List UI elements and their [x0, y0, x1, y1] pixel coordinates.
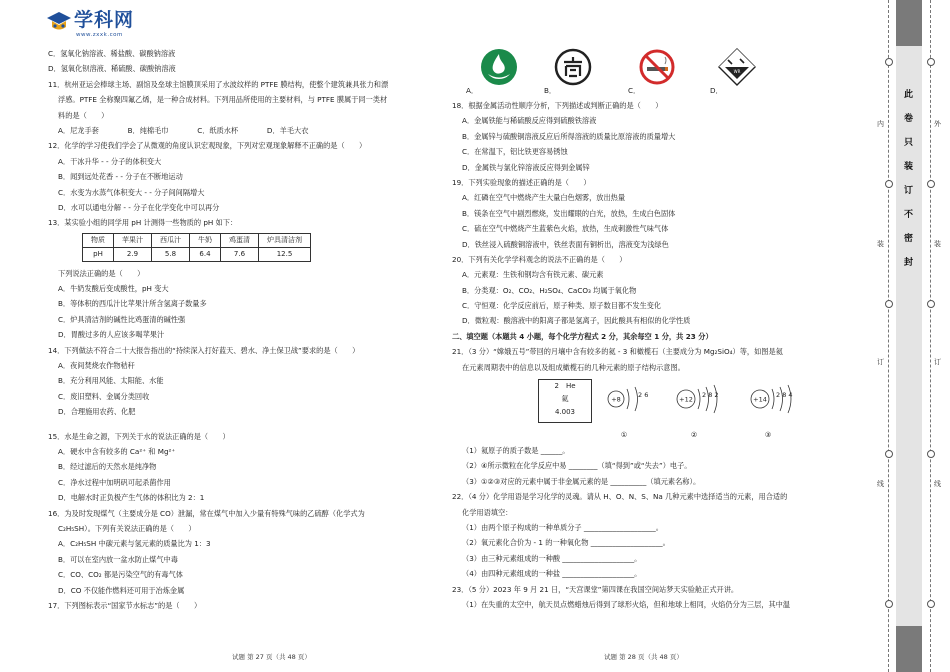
option: B．分类观：O₂、CO₂、H₂SO₄、CaCO₃ 均属于氧化物 — [462, 285, 637, 295]
option: D．金属铁与氯化锌溶液反应得到金属锌 — [462, 162, 590, 172]
question-15: 15．水是生命之源，下列关于水的说法正确的是（ ） — [48, 431, 230, 441]
he-name: 氦 — [561, 395, 569, 404]
inner-mark: 内 — [877, 120, 884, 128]
seal-char: 卷 — [904, 114, 914, 124]
option: D．铁丝浸入硫酸铜溶液中，铁丝表面有铜析出，溶液变为浅绿色 — [462, 239, 669, 249]
helium-element-cell — [538, 379, 592, 423]
spacer — [48, 420, 440, 429]
option: B．可以在室内放一盆水防止煤气中毒 — [58, 554, 178, 564]
outer-mark: 外 — [934, 120, 941, 128]
seal-char: 订 — [904, 186, 914, 196]
table-cell: 西瓜汁 — [152, 233, 190, 247]
seal-char: 封 — [904, 258, 914, 268]
seal-char: 密 — [904, 234, 914, 244]
option: B．镁条在空气中剧烈燃烧，发出耀眼的白光，放热，生成白色固体 — [462, 208, 676, 218]
binding-hole — [885, 600, 893, 608]
seal-strip-bottom — [896, 626, 922, 672]
options-line: A．尼龙手套 B．纯棉毛巾 C．纸质水杯 D．羊毛大衣 — [58, 125, 309, 135]
question-14: 14．下列做法不符合二十大报告指出的“持续深入打好蓝天、碧水、净土保卫战”要求的是（ ） — [48, 345, 360, 355]
text-line: （1）由两个原子构成的一种单质分子 ____________________。 — [462, 522, 663, 532]
table-cell: 2.9 — [114, 247, 152, 261]
option: B．等体积的西瓜汁比苹果汁所含氢离子数量多 — [58, 299, 207, 309]
ph-table — [82, 233, 311, 262]
option: D．胃酸过多的人应该多喝苹果汁 — [58, 330, 165, 340]
atom-1-shells: 2 6 — [638, 391, 649, 400]
text-line: （2）④所示微粒在化学反应中易 ________（填“得到”或“失去”）电子。 — [462, 461, 692, 471]
text-line: 下列说法正确的是（ ） — [58, 268, 145, 278]
atom-2-shells: 2 8 2 — [702, 391, 719, 400]
binding-hole — [885, 58, 893, 66]
option: C．废旧塑料、金属分类回收 — [58, 391, 150, 401]
he-number-symbol: 2 He — [554, 382, 576, 391]
binding-outer-line — [930, 0, 931, 672]
option: A．金属铁能与稀硫酸反应得到硫酸铁溶液 — [462, 116, 597, 126]
text-line: D．氢氧化钡溶液、稀硫酸、碳酸钠溶液 — [48, 64, 176, 74]
table-cell: pH — [83, 247, 114, 261]
logo — [46, 9, 156, 39]
page-footer-left: 试题 第 27 页（共 48 页） — [232, 653, 311, 661]
option: C．守恒观：化学反应前后，原子种类、原子数目都不发生变化 — [462, 301, 662, 311]
section-title: 二、填空题（本题共 4 小题，每个化学方程式 2 分，其余每空 1 分，共 23 分） — [452, 331, 713, 341]
seal-char: 此 — [904, 90, 914, 100]
outer-mark: 线 — [934, 480, 941, 488]
atom-structure-diagrams — [602, 377, 832, 443]
atom-1-label: ① — [620, 431, 628, 440]
logo-url: www.zxxk.com — [76, 32, 123, 38]
no-smoking-sign-icon — [638, 48, 676, 86]
atom-2-label: ② — [690, 431, 698, 440]
text-line: （4）由四种元素组成的一种盐 ____________________。 — [462, 569, 642, 579]
question-13: 13．某实验小组的同学用 pH 计测得一些物质的 pH 如下： — [48, 218, 238, 228]
option: C．水变为水蒸气体积变大 - - 分子间间隔增大 — [58, 187, 205, 197]
binding-hole — [927, 300, 935, 308]
text-line: （1）在失重的太空中，航天员点燃蜡烛后得到了球形火焰，但和地球上相同，火焰仍分为三层，其中温 — [462, 599, 791, 609]
inner-mark: 线 — [877, 480, 884, 488]
binding-hole — [927, 58, 935, 66]
option: C．硫在空气中燃烧产生蓝紫色火焰，放热，生成刺激性气味气体 — [462, 224, 669, 234]
option: B．金属锌与硫酸铜溶液反应后所得溶液的质量比原溶液的质量增大 — [462, 131, 676, 141]
inner-mark: 订 — [877, 358, 884, 366]
question-12: 12．化学的学习使我们学会了从微观的角度认识宏观现象，下列对宏观现象解释不正确的是（ ） — [48, 141, 367, 151]
option: A．C₂H₅SH 中碳元素与氢元素的质量比为 1：3 — [58, 539, 211, 549]
option: A．红磷在空气中燃烧产生大量白色烟雾，放出热量 — [462, 193, 626, 203]
seal-char: 装 — [904, 162, 914, 172]
seal-strip-top — [896, 0, 922, 46]
option: D．CO 不仅能作燃料还可用于冶炼金属 — [58, 585, 185, 595]
table-cell: 6.4 — [190, 247, 221, 261]
table-cell: 7.6 — [221, 247, 259, 261]
text-line: 在元素周期表中的信息以及组成橄榄石的几种元素的原子结构示意图。 — [462, 362, 685, 372]
seal-char: 只 — [904, 138, 914, 148]
atom-1-nucleus: +8 — [611, 395, 621, 404]
binding-hole — [927, 450, 935, 458]
question-19: 19．下列实验现象的描述正确的是（ ） — [452, 177, 591, 187]
sign-label-a: A． — [466, 86, 479, 95]
outer-mark: 订 — [934, 358, 941, 366]
question-23: 23．（5 分）2023 年 9 月 21 日，“天宫课堂”第四课在我国空间站梦天实验舱正式开讲。 — [452, 584, 739, 594]
inner-mark: 装 — [877, 240, 884, 248]
binding-hole — [885, 180, 893, 188]
binding-hole — [885, 450, 893, 458]
table-cell: 炉具清洁剂 — [259, 233, 311, 247]
right-column — [452, 46, 866, 612]
binding-hole — [927, 180, 935, 188]
option: A．干冰升华 - - 分子的体积变大 — [58, 156, 162, 166]
table-row — [83, 247, 311, 261]
text-line: （3）①②③对应的元素中属于非金属元素的是 __________（填元素名称）。 — [462, 476, 701, 486]
sign-label-d: D． — [710, 86, 723, 95]
binding-hole — [927, 600, 935, 608]
seal-char: 不 — [904, 210, 914, 220]
atom-3 — [751, 385, 793, 439]
atom-1 — [608, 387, 648, 439]
table-header-row — [83, 233, 311, 247]
question-11: 11．杭州亚运会棒球主场、副馆及垒球主馆膜顶采用了水波纹样的 PTFE 膜结构，使整个建筑兼具张力和漂 — [48, 79, 389, 89]
table-cell: 鸡蛋清 — [221, 233, 259, 247]
table-cell: 牛奶 — [190, 233, 221, 247]
atom-3-shells: 2 8 4 — [776, 391, 793, 400]
question-20: 20．下列有关化学学科观念的说法不正确的是（ ） — [452, 254, 627, 264]
option: B．经过滤后的天然水是纯净物 — [58, 462, 157, 472]
text-line: 浮感。PTFE 全称聚四氟乙烯，是一种合成材料。下列用品所使用的主要材料，与 PTFE 膜属于同一类材 — [58, 95, 388, 105]
table-cell: 苹果汁 — [114, 233, 152, 247]
option: B．充分利用风能、太阳能、水能 — [58, 376, 164, 386]
text-line: C．氢氧化钠溶液、稀盐酸、碳酸钠溶液 — [48, 49, 176, 58]
option: C．净水过程中加明矾可起杀菌作用 — [58, 477, 171, 487]
question-22: 22．（4 分）化学用语是学习化学的灵魂。请从 H、O、N、S、Na 几种元素中选择适当的元素，用合适的 — [452, 492, 788, 502]
table-cell: 12.5 — [259, 247, 311, 261]
table-cell: 物质 — [83, 233, 114, 247]
china-sign-icon — [554, 48, 592, 86]
outer-mark: 装 — [934, 240, 941, 248]
option: A．硬水中含有较多的 Ca²⁺ 和 Mg²⁺ — [58, 446, 176, 456]
option: B．闻到远处花香 - - 分子在不断地运动 — [58, 172, 183, 182]
option: D．微粒观：酸溶液中的阳离子都是氢离子，因此酸具有相似的化学性质 — [462, 316, 691, 326]
atom-diagrams — [452, 375, 866, 443]
option: D．电解水时正负极产生气体的体积比为 2：1 — [58, 493, 205, 503]
logo-brand: 学科网 — [74, 9, 135, 31]
atom-3-nucleus: +14 — [753, 395, 767, 404]
sign-options — [452, 46, 866, 98]
option: A．牛奶发酸后变成酸性，pH 变大 — [58, 284, 169, 294]
option: D．水可以通电分解 - - 分子在化学变化中可以再分 — [58, 202, 220, 212]
option: A．夜间焚烧农作物秸秆 — [58, 361, 135, 371]
question-18: 18．根据金属活动性顺序分析，下列描述或判断正确的是（ ） — [452, 101, 663, 110]
option: D．合理施用农药、化肥 — [58, 407, 136, 417]
text-line: （2）氧元素化合价为 - 1 的一种氧化物 ____________________。 — [462, 538, 670, 548]
text-line: 化学用语填空： — [462, 507, 513, 517]
atom-2 — [677, 385, 719, 439]
text-line: C₂H₅SH）。下列有关说法正确的是（ ） — [58, 523, 196, 533]
text-line: （3）由三种元素组成的一种酸 ____________________。 — [462, 553, 642, 563]
binding-inner-line — [888, 0, 889, 672]
text-line: 料的是（ ） — [58, 110, 109, 120]
option: C．在常温下，铝比铁更容易锈蚀 — [462, 147, 568, 157]
question-21: 21．（3 分）“嫦娥五号”带回的月壤中含有较多的氦 - 3 和橄榄石（主要成分为 Mg₂SiO₄）等，如图是氦 — [452, 347, 783, 357]
atom-3-label: ③ — [764, 431, 772, 440]
sign-label-b: B． — [544, 86, 557, 95]
text-line: （1）氦原子的质子数是 ______。 — [462, 446, 570, 456]
option: C．CO、CO₂ 都是污染空气的有毒气体 — [58, 570, 183, 580]
water-saving-sign-icon — [480, 48, 518, 86]
question-16: 16．为及时发现煤气（主要成分是 CO）泄漏，常在煤气中加入少量有特殊气味的乙硫醇（化学式为 — [48, 508, 365, 518]
page-footer-right: 试题 第 28 页（共 48 页） — [604, 653, 683, 661]
option: C．炉具清洁剂的碱性比鸡蛋清的碱性强 — [58, 314, 186, 324]
question-17: 17．下列图标表示“国家节水标志”的是（ ） — [48, 600, 202, 610]
left-column — [48, 46, 440, 613]
svg-text:WR: WR — [733, 69, 741, 74]
table-cell: 5.8 — [152, 247, 190, 261]
sign-label-c: C． — [628, 86, 641, 95]
graduation-cap-icon — [46, 11, 72, 33]
atom-2-nucleus: +12 — [679, 395, 693, 404]
option: A．元素观：生铁和钢均含有铁元素、碳元素 — [462, 270, 604, 280]
corrosive-sign-icon — [718, 48, 756, 86]
he-mass: 4.003 — [554, 408, 576, 417]
binding-hole — [885, 300, 893, 308]
